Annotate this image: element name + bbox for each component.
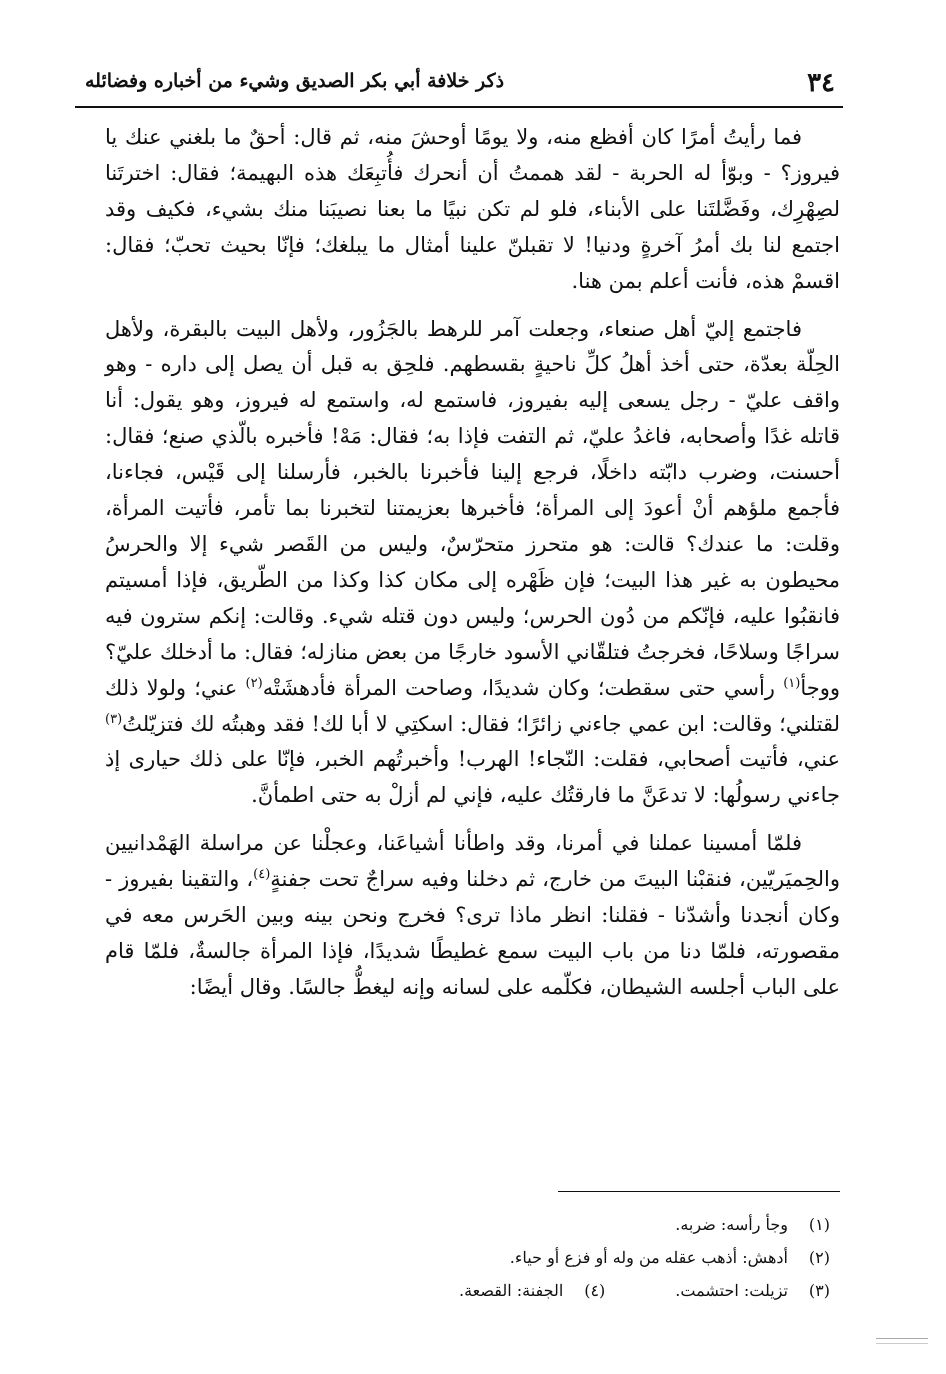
footnote-ref-4[interactable]: (٤): [253, 867, 271, 883]
paragraph-2: [105, 312, 840, 815]
footnote-ref-1[interactable]: (١): [783, 675, 801, 691]
footnote-text: وجأ رأسه: ضربه.: [675, 1215, 788, 1234]
paragraph-3: [105, 826, 840, 1006]
footnote-3-and-4: [300, 1274, 830, 1307]
footnote-text: الجفنة: القصعة.: [459, 1281, 564, 1300]
footnote-1: [300, 1208, 830, 1241]
footnote-number: (٢): [808, 1248, 830, 1267]
paragraph-3-segment: فلمّا أمسينا عملنا في أمرنا، وقد واطأنا أشياعَنا، وعجلْنا عن مراسلة الهَمْدانيين والحِميَريّين، فنقبْنا البيتَ من خارج، ثم دخلنا وفيه سراجٌ تحت جفنةٍ: [105, 831, 840, 892]
page-number: ٣٤: [807, 68, 835, 98]
footnote-number: (٤): [584, 1281, 606, 1300]
footnote-number: (٣): [808, 1281, 830, 1300]
paragraph-2-segment: عني، فأتيت أصحابي، فقلت: النّجاء! الهرب! وأخبرتُهم الخبر، فإنّا على ذلك حيارى إذ جاءني رسولُها: لا تدعَنَّ ما فارقتُك عليه، فإني لم أزلْ به حتى اطمأنَّ.: [105, 747, 840, 808]
main-text: [105, 120, 840, 1006]
running-title: ذكر خلافة أبي بكر الصديق وشيء من أخباره وفضائله: [85, 70, 505, 92]
footnote-text: أدهش: أذهب عقله من وله أو فزع أو حياء.: [509, 1248, 788, 1267]
footnote-2: [300, 1241, 830, 1274]
footnote-ref-2[interactable]: (٢): [245, 675, 263, 691]
paragraph-2-segment: عني؛ ولولا ذلك لقتلني؛ وقالت: ابن عمي جاءني زائرًا؛ فقال: اسكتِي لا أبا لك! فقد وهبتُه لك فتزيّلتُ: [105, 675, 840, 736]
paragraph-2-segment: رأسي حتى سقطت؛ وكان شديدًا، وصاحت المرأة فأدهشَتْه: [262, 675, 784, 700]
footnote-number: (١): [808, 1215, 830, 1234]
paragraph-1: فما رأيتُ أمرًا كان أفظع منه، ولا يومًا أوحشَ منه، ثم قال: أحقٌ ما بلغني عنك يا فيروز؟ - وبوّأ له الحربة - لقد هممتُ أن أنحرك فأُتبِعَك هذه البهيمة؛ فقال: اخترتَنا لصِهْرِك، وفَضَّلتَنا على الأبناء، فلو لم تكن نبيًا ما بعنا نصيبَنا منك بشيء، فكيف وقد اجتمع لنا بك أمرُ آخرةٍ ودنيا! لا تقبلنّ علينا أمثال ما يبلغك؛ فإنّا بحيث تحبّ؛ فقال: اقسمْ هذه، فأنت أعلم بمن هنا.: [105, 125, 840, 293]
page-header: [75, 58, 843, 108]
paragraph-3-segment: ، والتقينا بفيروز - وكان أنجدنا وأشدّنا - فقلنا: انظر ماذا ترى؟ فخرج ونحن بينه وبين الحَرس معه في مقصورته، فلمّا دنا من باب البيت سمع غطيطًا شديدًا، فإذا المرأة جالسةٌ، فلمّا قام على الباب أجلسه الشيطان، فكلّمه على لسانه وإنه ليغطُّ جالسًا. وقال أيضًا:: [105, 867, 840, 999]
footnotes: [300, 1208, 830, 1307]
paragraph-2-segment: فاجتمع إليّ أهل صنعاء، وجعلت آمر للرهط بالجَزُور، ولأهل البيت بالبقرة، ولأهل الحِلّة بعدّة، حتى أخذ أهلُ كلِّ ناحيةٍ بقسطهم. فلحِق به قبل أن يصل إلى داره - وهو واقف عليّ - رجل يسعى إليه بفيروز، فاستمع له، واستمع له فيروز، وهو يقول: أنا قاتله غدًا وأصحابه، فاغدُ عليّ، ثم التفت فإذا به؛ فقال: مَهْ! فأخبره بالّذي صنع؛ فقال: أحسنت، وضرب دابّته داخلًا، فرجع إلينا فأخبرنا بالخبر، فأرسلنا إلى قَيْس، فجاءنا، فأجمع ملؤهم أنْ أعودَ إلى المرأة؛ فأخبرها بعزيمتنا لتخبرنا بما تأمر، فأتيت المرأة، وقلت: ما عندك؟ قالت: هو متحرز متحرّسٌ، وليس من القَصر شيء إلا والحرسُ محيطون به غير هذا البيت؛ فإن ظَهْره إلى مكان كذا وكذا من الطّريق، فإذا أمسيتم فانقبُوا عليه، فإنّكم من دُون الحرس؛ وليس دون قتله شيء. وقالت: إنكم سترون فيه سراجًا وسلاحًا، فخرجتُ فتلقّاني الأسود خارجًا من بعض منازله؛ فقال: ما أدخلك عليّ؟ ووجأ: [105, 316, 840, 700]
footnote-text: تزيلت: احتشمت.: [675, 1281, 788, 1300]
footnote-divider: [558, 1191, 840, 1192]
footnote-ref-3[interactable]: (٣): [105, 711, 123, 727]
scan-artifact: [876, 1338, 928, 1344]
